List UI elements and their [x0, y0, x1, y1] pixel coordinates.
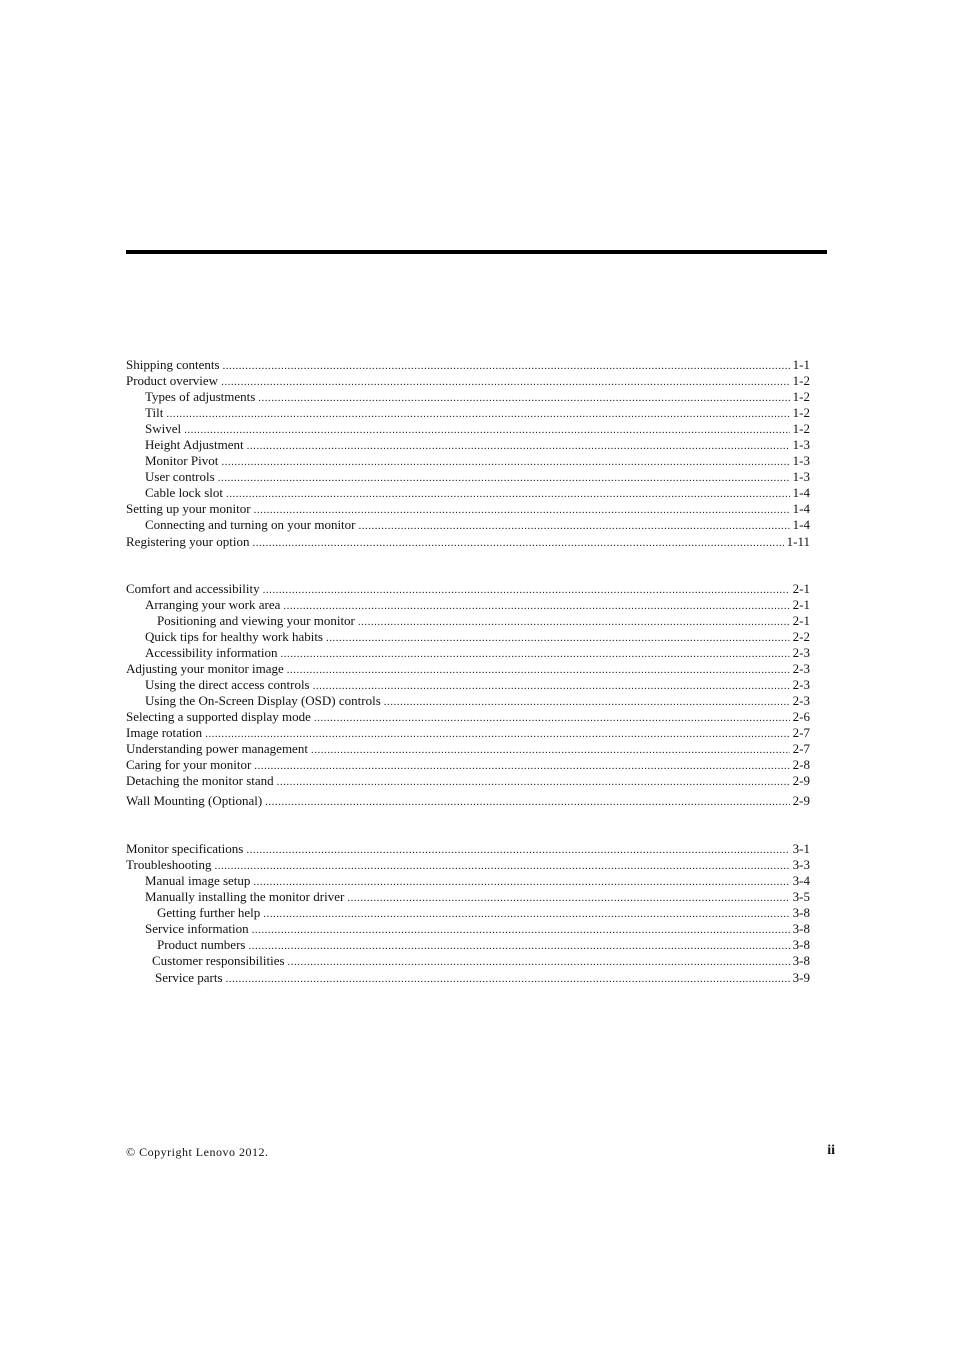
toc-entry-title: Wall Mounting (Optional) [126, 793, 263, 808]
toc-leader [258, 390, 789, 406]
page-number: ii [827, 1143, 835, 1158]
toc-entry-title: Manual image setup [145, 873, 251, 888]
toc-entry-page: 2-7 [792, 725, 810, 740]
toc-entry[interactable] [126, 873, 810, 889]
toc-entry-page: 1-3 [792, 437, 810, 452]
toc-entry-title: Height Adjustment [145, 437, 244, 452]
toc-leader [263, 906, 789, 922]
toc-leader [254, 758, 789, 774]
toc-entry-page: 1-2 [792, 373, 810, 388]
toc-entry-page: 3-4 [792, 873, 810, 888]
toc-entry-title: Swivel [145, 421, 182, 436]
toc-entry[interactable] [126, 357, 810, 373]
toc-leader [359, 518, 790, 534]
toc-entry[interactable] [126, 373, 810, 389]
toc-entry[interactable] [126, 437, 810, 453]
toc-entry-title: Types of adjustments [145, 389, 256, 404]
toc-entry-title: Arranging your work area [145, 597, 281, 612]
toc-entry-page: 1-3 [792, 469, 810, 484]
toc-entry[interactable] [126, 709, 810, 725]
toc-leader [313, 678, 790, 694]
toc-entry-page: 2-9 [792, 773, 810, 788]
toc-entry-page: 1-1 [792, 357, 810, 372]
toc-entry-page: 1-3 [792, 453, 810, 468]
toc-leader [253, 874, 789, 890]
toc-entry-page: 3-3 [792, 857, 810, 872]
toc-entry[interactable] [126, 453, 810, 469]
toc-entry[interactable] [126, 905, 810, 921]
toc-entry[interactable] [126, 485, 810, 501]
toc-leader [226, 486, 790, 502]
toc-entry-page: 1-4 [792, 501, 810, 516]
toc-entry[interactable] [126, 757, 810, 773]
toc-entry-page: 3-1 [792, 841, 810, 856]
toc-entry-title: Accessibility information [145, 645, 278, 660]
toc-leader [288, 954, 790, 970]
toc-entry-page: 3-8 [792, 921, 810, 936]
toc-entry-title: Service parts [155, 970, 223, 985]
toc-entry-title: Using the direct access controls [145, 677, 310, 692]
toc-entry-page: 2-3 [792, 677, 810, 692]
toc-entry-page: 2-8 [792, 757, 810, 772]
toc-entry[interactable] [126, 921, 810, 937]
toc-entry-title: Connecting and turning on your monitor [145, 517, 356, 532]
toc-entry-page: 2-3 [792, 661, 810, 676]
toc-entry[interactable] [126, 793, 810, 809]
toc-leader [226, 971, 790, 987]
toc-entry[interactable] [126, 517, 810, 533]
header-rule [126, 250, 827, 254]
toc-leader [358, 614, 790, 630]
toc-entry-title: Understanding power management [126, 741, 308, 756]
toc-entry-page: 1-2 [792, 421, 810, 436]
toc-entry-page: 2-1 [792, 613, 810, 628]
toc-leader [311, 742, 790, 758]
toc-entry-title: Customer responsibilities [152, 953, 285, 968]
toc-entry-page: 1-2 [792, 389, 810, 404]
toc-leader [265, 794, 789, 810]
toc-entry-page: 1-4 [792, 485, 810, 500]
toc-entry-page: 2-1 [792, 597, 810, 612]
toc-leader [166, 406, 789, 422]
toc-leader [184, 422, 790, 438]
toc-entry-title: Comfort and accessibility [126, 581, 260, 596]
toc-entry-page: 2-2 [792, 629, 810, 644]
toc-entry-title: Cable lock slot [145, 485, 223, 500]
toc-leader [218, 470, 790, 486]
toc-entry[interactable] [126, 953, 810, 969]
toc-entry-page: 2-6 [792, 709, 810, 724]
toc-entry[interactable] [126, 773, 810, 789]
toc-leader [248, 938, 789, 954]
toc-entry[interactable] [126, 677, 810, 693]
toc-entry-page: 3-8 [792, 905, 810, 920]
toc-entry[interactable] [126, 389, 810, 405]
toc-entry[interactable] [126, 469, 810, 485]
toc-entry[interactable] [126, 841, 810, 857]
toc-leader [253, 535, 784, 551]
toc-entry-page: 1-2 [792, 405, 810, 420]
toc-leader [221, 454, 789, 470]
toc-entry[interactable] [126, 661, 810, 677]
toc-leader [314, 710, 790, 726]
toc-entry-title: Shipping contents [126, 357, 220, 372]
toc-entry[interactable] [126, 421, 810, 437]
copyright-notice: © Copyright Lenovo 2012. [126, 1145, 269, 1159]
toc-entry-page: 3-8 [792, 953, 810, 968]
toc-leader [384, 694, 790, 710]
toc-leader [283, 598, 789, 614]
toc-entry-page: 2-3 [792, 693, 810, 708]
toc-entry-title: Manually installing the monitor driver [145, 889, 345, 904]
toc-entry-title: Tilt [145, 405, 164, 420]
toc-leader [223, 358, 790, 374]
toc-entry-page: 3-5 [792, 889, 810, 904]
toc-leader [326, 630, 790, 646]
toc-leader [214, 858, 789, 874]
toc-entry[interactable] [126, 534, 810, 550]
toc-leader [246, 842, 789, 858]
toc-entry-title: Using the On-Screen Display (OSD) controls [145, 693, 381, 708]
toc-entry-title: Setting up your monitor [126, 501, 251, 516]
toc-entry[interactable] [126, 581, 810, 597]
toc-entry-title: Service information [145, 921, 249, 936]
toc-entry-title: Positioning and viewing your monitor [157, 613, 355, 628]
toc-entry[interactable] [126, 970, 810, 986]
toc-leader [347, 890, 789, 906]
toc-entry-page: 1-11 [786, 534, 810, 549]
toc-entry-title: User controls [145, 469, 215, 484]
toc-entry[interactable] [126, 645, 810, 661]
toc-entry-page: 2-1 [792, 581, 810, 596]
toc-entry-title: Monitor Pivot [145, 453, 219, 468]
toc-entry-title: Registering your option [126, 534, 250, 549]
toc-entry[interactable] [126, 501, 810, 517]
toc-entry[interactable] [126, 405, 810, 421]
toc-entry-title: Quick tips for healthy work habits [145, 629, 323, 644]
toc-leader [205, 726, 789, 742]
toc-leader [281, 646, 790, 662]
toc-entry[interactable] [126, 741, 810, 757]
toc-leader [287, 662, 790, 678]
toc-entry-title: Adjusting your monitor image [126, 661, 284, 676]
toc-entry-title: Selecting a supported display mode [126, 709, 311, 724]
toc-entry-title: Monitor specifications [126, 841, 244, 856]
toc-leader [221, 374, 790, 390]
toc-entry-title: Troubleshooting [126, 857, 212, 872]
toc-entry[interactable] [126, 725, 810, 741]
toc-entry[interactable] [126, 597, 810, 613]
toc-leader [277, 774, 790, 790]
toc-entry-title: Product overview [126, 373, 219, 388]
toc-leader [252, 922, 790, 938]
toc-entry-title: Product numbers [157, 937, 246, 952]
toc-entry[interactable] [126, 693, 810, 709]
toc-entry-title: Image rotation [126, 725, 203, 740]
toc-entry-title: Caring for your monitor [126, 757, 252, 772]
toc-entry-title: Getting further help [157, 905, 261, 920]
toc-leader [247, 438, 790, 454]
toc-leader [254, 502, 790, 518]
toc-entry-page: 2-9 [792, 793, 810, 808]
toc-entry-title: Detaching the monitor stand [126, 773, 274, 788]
toc-entry-page: 2-3 [792, 645, 810, 660]
toc-entry-page: 3-8 [792, 937, 810, 952]
toc-entry[interactable] [126, 937, 810, 953]
toc-entry-page: 1-4 [792, 517, 810, 532]
toc-entry-page: 3-9 [792, 970, 810, 985]
toc-entry[interactable] [126, 613, 810, 629]
toc-entry[interactable] [126, 889, 810, 905]
toc-leader [263, 582, 790, 598]
toc-entry[interactable] [126, 629, 810, 645]
toc-entry-page: 2-7 [792, 741, 810, 756]
toc-entry[interactable] [126, 857, 810, 873]
